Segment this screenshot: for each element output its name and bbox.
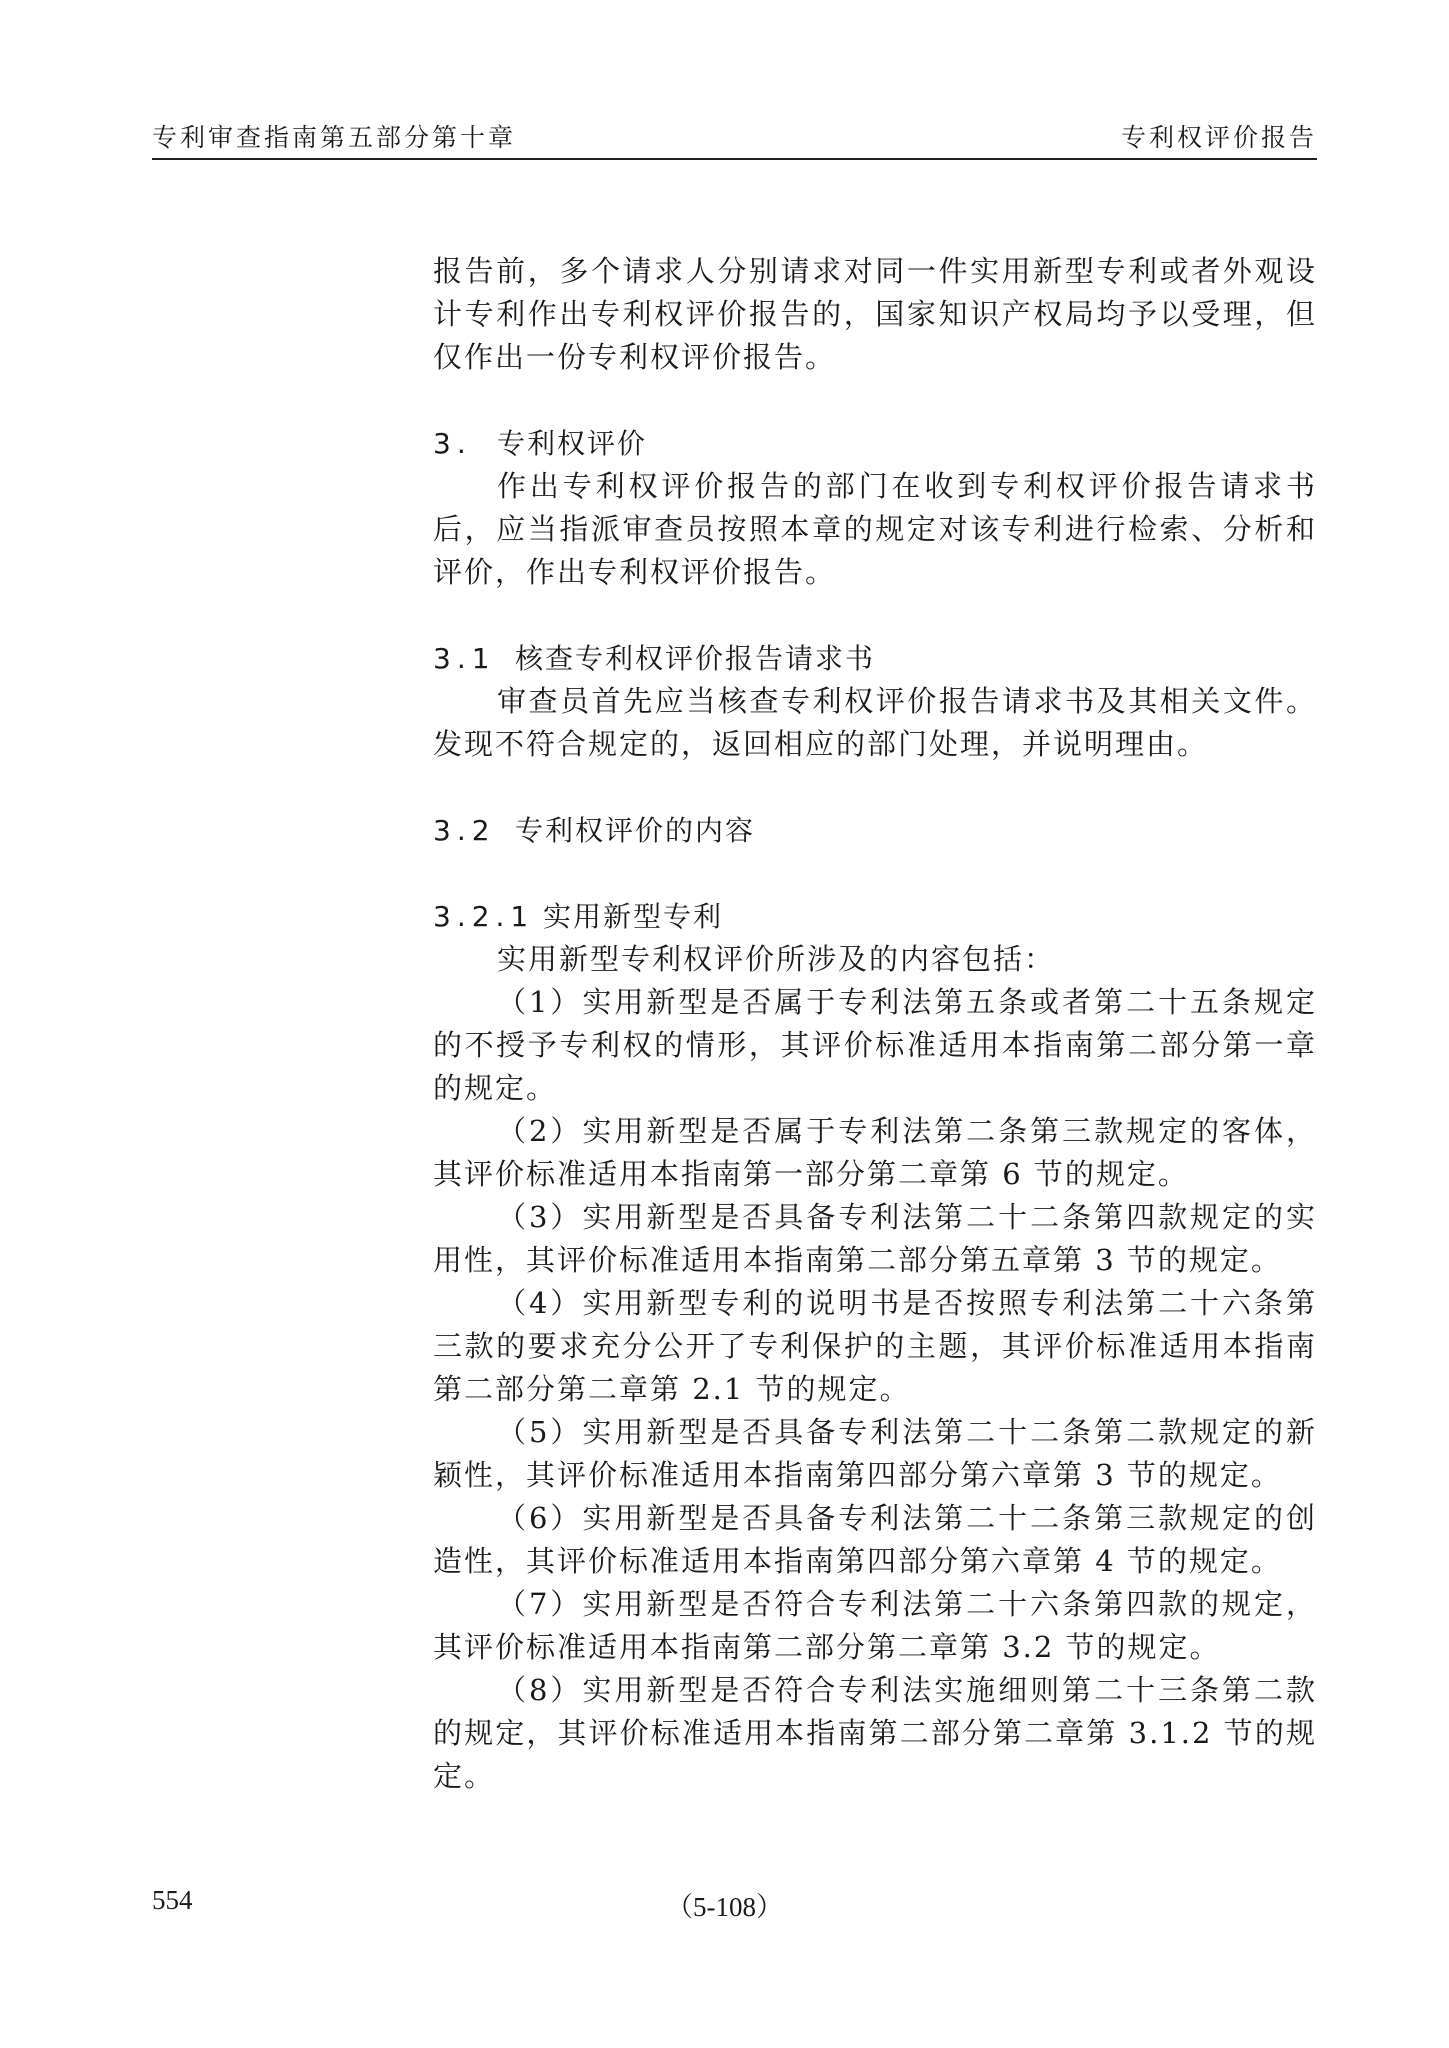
section-3-1-title: 核查专利权评价报告请求书 — [515, 642, 876, 675]
list-item: （1）实用新型是否属于专利法第五条或者第二十五条规定的不授予专利权的情形，其评价标准适用本指南第二部分第一章的规定。 — [433, 985, 1317, 1105]
page-body — [433, 250, 1317, 1798]
section-3-title: 专利权评价 — [497, 427, 648, 460]
section-3-paragraph: 作出专利权评价报告的部门在收到专利权评价报告请求书后，应当指派审查员按照本章的规定对该专利进行检索、分析和评价，作出专利权评价报告。 — [433, 469, 1317, 589]
section-3-2-title: 专利权评价的内容 — [515, 814, 756, 847]
section-3-number: 3. — [433, 427, 472, 460]
section-3-2-number: 3.2 — [433, 814, 496, 847]
list-item: （8）实用新型是否符合专利法实施细则第二十三条第二款的规定，其评价标准适用本指南第二部分第二章第 3.1.2 节的规定。 — [433, 1673, 1317, 1793]
section-3-2-1-intro: 实用新型专利权评价所涉及的内容包括： — [497, 942, 1056, 976]
list-item: （6）实用新型是否具备专利法第二十二条第三款规定的创造性，其评价标准适用本指南第四部分第六章第 4 节的规定。 — [433, 1501, 1317, 1578]
section-page-code: （5-108） — [666, 1892, 783, 1922]
spacer — [433, 852, 1317, 895]
list-item: （5）实用新型是否具备专利法第二十二条第二款规定的新颖性，其评价标准适用本指南第四部分第六章第 3 节的规定。 — [433, 1415, 1317, 1492]
intro-paragraph: 报告前，多个请求人分别请求对同一件实用新型专利或者外观设计专利作出专利权评价报告的，国家知识产权局均予以受理，但仅作出一份专利权评价报告。 — [433, 254, 1317, 374]
section-3-1-paragraph: 审查员首先应当核查专利权评价报告请求书及其相关文件。发现不符合规定的，返回相应的部门处理，并说明理由。 — [433, 684, 1317, 761]
list-item: （2）实用新型是否属于专利法第二条第三款规定的客体，其评价标准适用本指南第一部分第二章第 6 节的规定。 — [433, 1114, 1317, 1191]
list-item: （4）实用新型专利的说明书是否按照专利法第二十六条第三款的要求充分公开了专利保护的主题，其评价标准适用本指南第二部分第二章第 2.1 节的规定。 — [433, 1286, 1317, 1406]
section-3-1-number: 3.1 — [433, 642, 496, 675]
section-3-1-heading — [433, 637, 1317, 680]
spacer — [433, 766, 1317, 809]
list-item: （7）实用新型是否符合专利法第二十六条第四款的规定，其评价标准适用本指南第二部分第二章第 3.2 节的规定。 — [433, 1587, 1317, 1664]
page-number: 554 — [152, 1885, 193, 1915]
spacer — [433, 594, 1317, 637]
header-section-title: 专利权评价报告 — [1120, 123, 1317, 152]
section-3-2-1-title: 实用新型专利 — [543, 900, 724, 933]
spacer — [433, 379, 1317, 422]
running-header — [152, 118, 1317, 160]
section-3-heading — [433, 422, 1317, 465]
section-3-2-1-heading — [433, 895, 1317, 938]
header-chapter-title: 专利审查指南第五部分第十章 — [152, 123, 517, 152]
section-3-2-heading — [433, 809, 1317, 852]
section-3-2-1-number: 3.2.1 — [433, 900, 535, 933]
list-item: （3）实用新型是否具备专利法第二十二条第四款规定的实用性，其评价标准适用本指南第二部分第五章第 3 节的规定。 — [433, 1200, 1317, 1277]
